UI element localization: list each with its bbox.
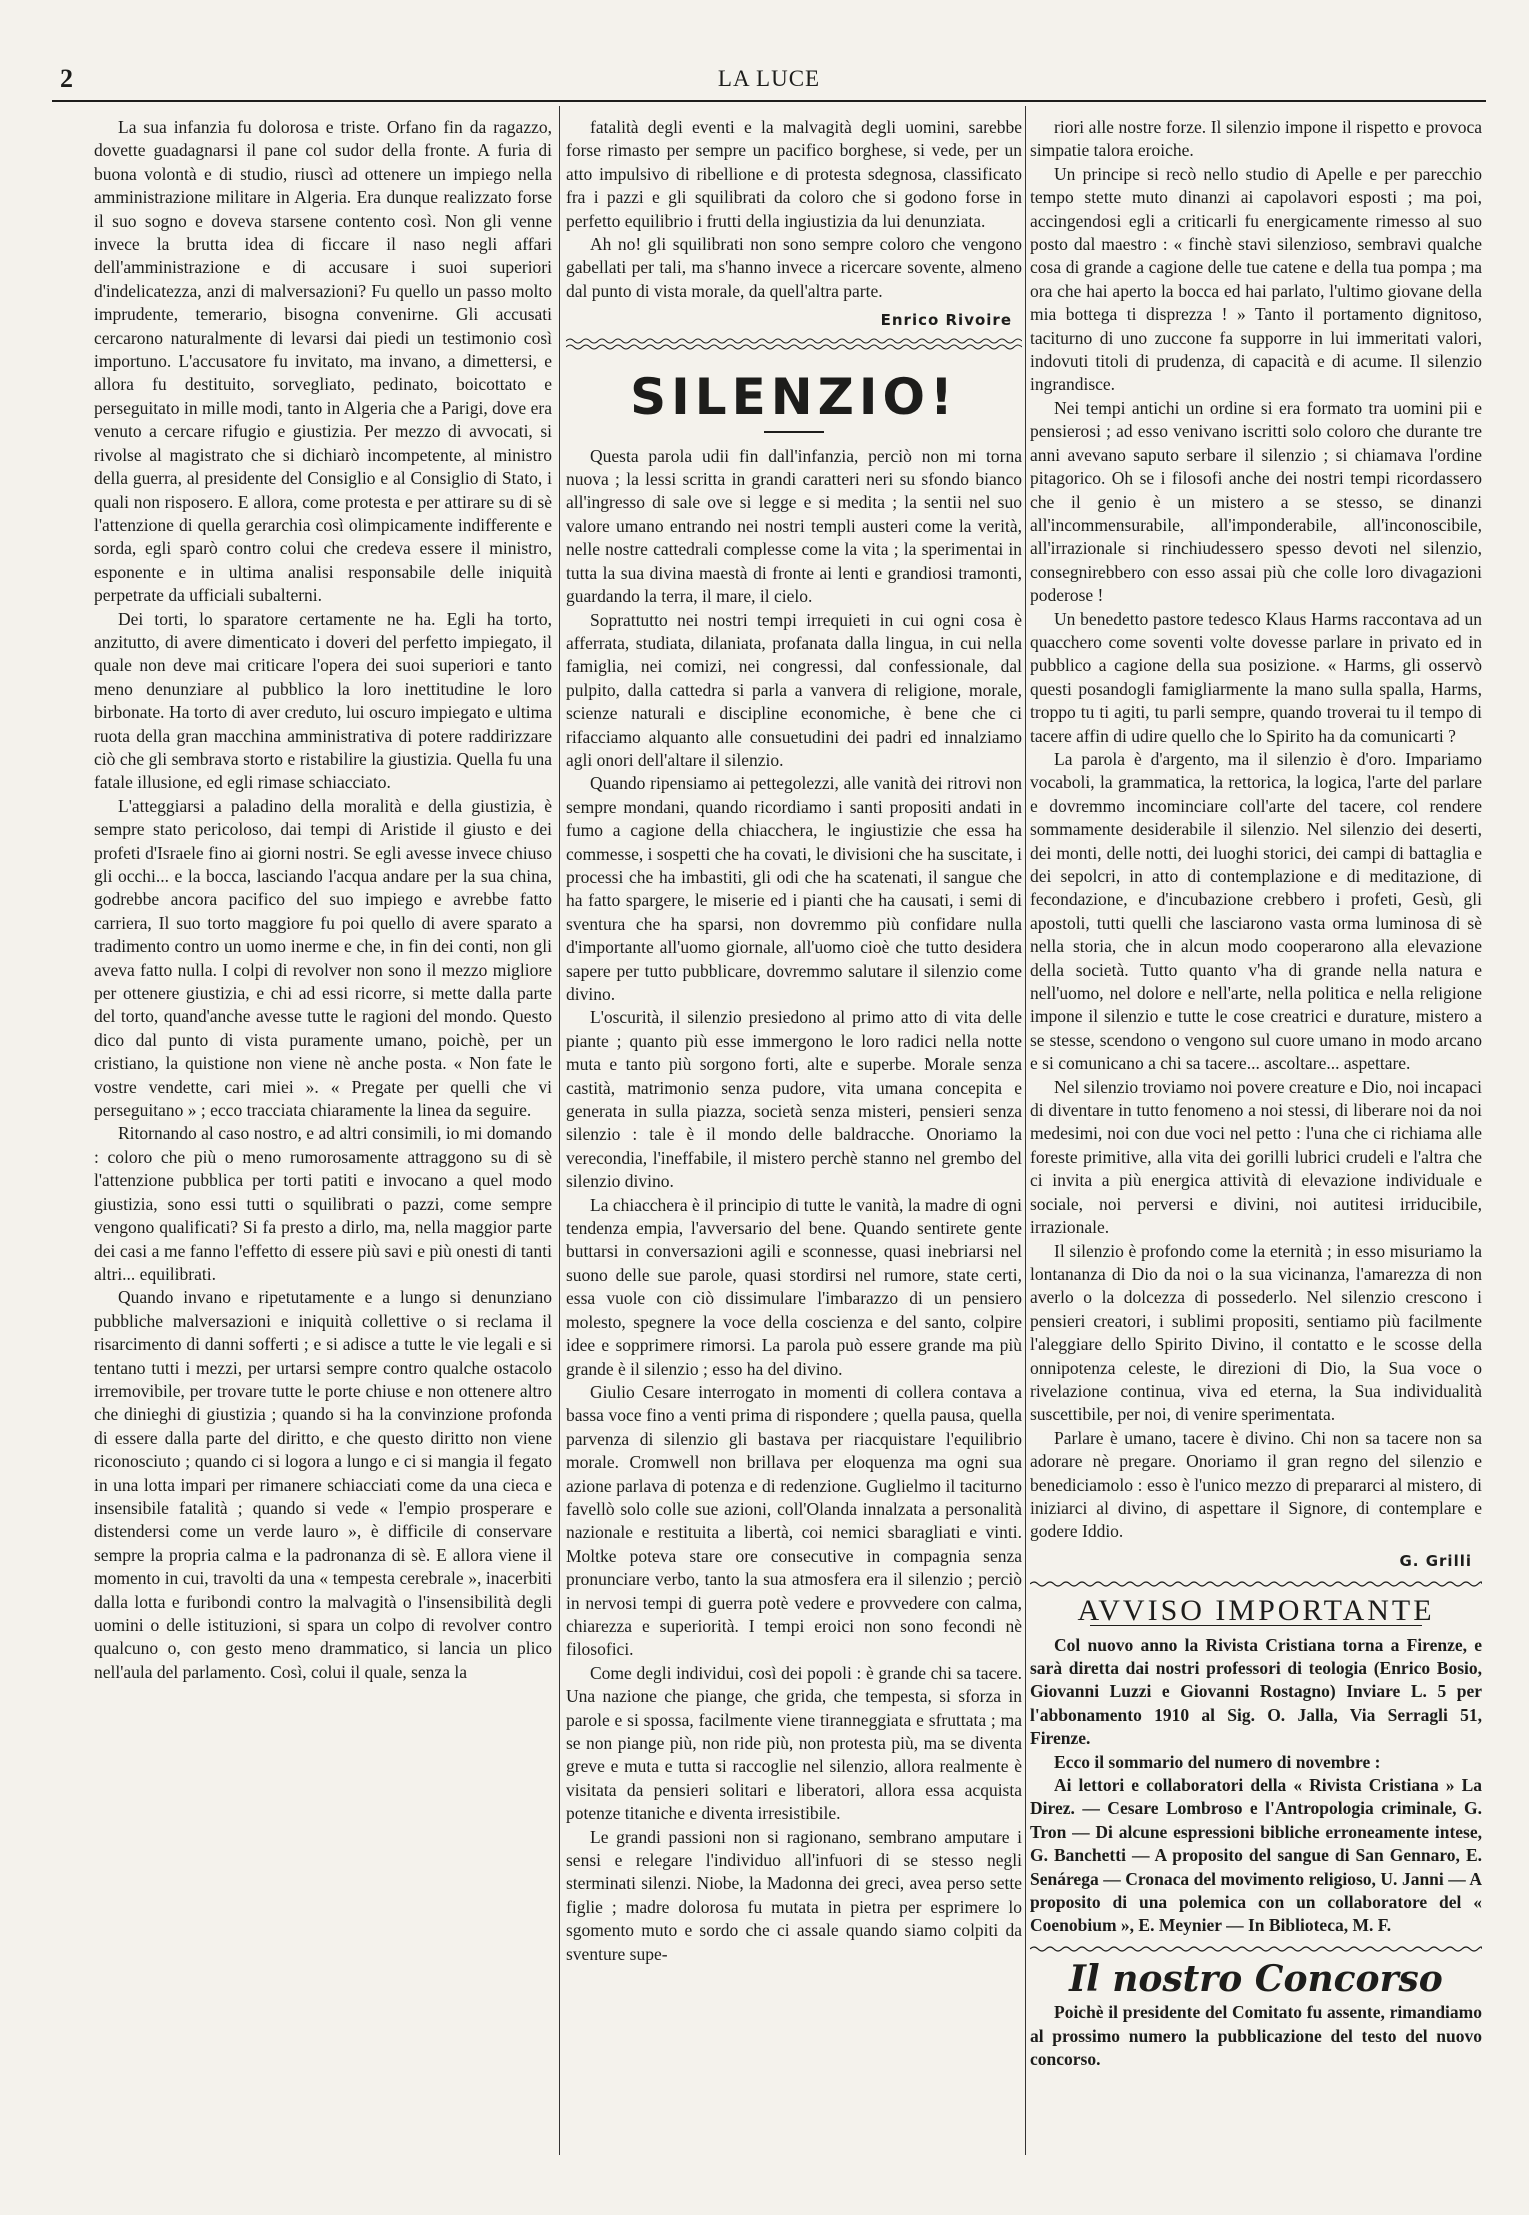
paragraph: Ah no! gli squilibrati non sono sempre coloro che vengono gabellati per tali, ma s'hanno invece a ricercare sovente, almeno dal punto di vista morale, da quell'altra parte. <box>566 234 1022 301</box>
paragraph: Dei torti, lo sparatore certamente ne ha. Egli ha torto, anzitutto, di avere dimenticato i doveri del perfetto impiegato, il quale non deve mai criticare l'opera dei suoi superiori e tanto meno denunziare al pubblico la loro inettitudine le loro birbonate. Ha torto di aver creduto, lui oscuro impiegato e ultima ruota della gran macchina amministrativa di potere raddirizzare ciò che gli sembrava storto e ristabilire la giustizia. Quella fu una fatale illusione, ed egli rimase schiacciato. <box>94 608 552 793</box>
column-3 <box>1030 116 1482 2072</box>
paragraph: riori alle nostre forze. Il silenzio impone il rispetto e provoca simpatie talora eroiche. <box>1030 117 1482 161</box>
paragraph: Nel silenzio troviamo noi povere creature e Dio, noi incapaci di diventare in tutto fenomeno a noi stessi, di liberare noi da noi medesimi, noi con due voci nel petto : l'una che ci richiama alle foreste primitive, alla vita dei gorilli lubrici crudeli e l'altra che ci invita a più energica attività di elevazione individuale e sociale, noi perversi e divini, noi autitesi irriducibile, irrazionale. <box>1030 1076 1482 1238</box>
contest-title: Il nostro Concorso <box>1069 1957 1443 2000</box>
author-signature: Enrico Rivoire <box>880 311 1012 330</box>
paragraph: Ecco il sommario del numero di novembre : <box>1054 1751 1381 1772</box>
paragraph: La parola è d'argento, ma il silenzio è d'oro. Impariamo vocaboli, la grammatica, la rettorica, la logica, l'arte del parlare e dovremmo incominciare coll'arte del tacere, col rendere sommamente desiderabile il silenzio. Nel silenzio dei deserti, dei monti, delle notti, dei luoghi storici, dei campi di battaglia e dei sepolcri, in atto di contemplazione e di meditazione, di fecondazione, e d'incubazione crebbero i profeti, Gesù, gli apostoli, tutti quelli che lasciarono vasta orma luminosa di sè nella storia, che in alcun modo cooperarono alla elevazione della società. Tutto quanto v'ha di grande nella natura e nell'uomo, nel dolore e nell'arte, nella politica e nella religione impone il silenzio e tutte le cose creatrici e durature, mistero a se stesse, scendono o vengono sul cuore umano in modo arcano e si comunicano a chi sa tacere... ascoltare... aspettare. <box>1030 748 1482 1074</box>
page-number: 2 <box>60 64 73 93</box>
header-rule <box>52 100 1486 102</box>
wavy-divider <box>1030 1942 1482 1956</box>
column-divider-1 <box>559 106 560 2155</box>
paragraph: Le grandi passioni non si ragionano, sembrano amputare i sensi e relegare l'individuo all'infuori di se stesso negli sterminati silenzi. Niobe, la Madonna dei greci, avea perso sette figlie ; madre dolorosa fu mutata in pietra per esprimere lo sgomento muto e sordo che ci assale quando siamo colpiti da sventure supe- <box>566 1826 1022 1964</box>
title-underline <box>764 431 824 433</box>
paragraph: Parlare è umano, tacere è divino. Chi non sa tacere non sa adorare nè pregare. Onoriamo il gran regno del silenzio e benediciamolo : esso è l'unico mezzo di prepararci al mistero, di iniziarci al divino, di aspettare il Signore, di contemplare e godere Iddio. <box>1030 1427 1482 1542</box>
paragraph: Il silenzio è profondo come la eternità ; in esso misuriamo la lontananza di Dio da noi o la sua vicinanza, l'amarezza di non averlo o la dolcezza di possederlo. Nel silenzio crescono i pensieri creatori, i sublimi propositi, sentiamo più facilmente l'aleggiare dello Spirito Divino, il contatto e le scosse della onnipotenza celeste, le direzioni di Dio, la Sua voce o rivelazione continua, viva ed eterna, la Sua individualità suscettibile, per noi, di venire sperimentata. <box>1030 1240 1482 1425</box>
paragraph: L'atteggiarsi a paladino della moralità e della giustizia, è sempre stato pericoloso, dai tempi di Aristide il giusto e dei profeti d'Israele fino ai giorni nostri. Se egli avesse invece chiuso gli occhi... e la bocca, lasciando l'acqua andare per la sua china, godrebbe ancora pacifico del suo impiego e avrebbe fatto carriera, Il suo torto maggiore fu poi quello di avere sparato a tradimento contro un uomo inerme e che, in fin dei conti, non gli aveva fatto nulla. I colpi di revolver non sono il mezzo migliore per ottenere giustizia, e chi ad essi ricorre, si mette dalla parte del torto, quand'anche avesse tutte le ragioni del mondo. Questo dico dal punto di vista puramente umano, poichè, per un cristiano, la quistione non viene nè anche posta. « Non fate le vostre vendette, cari miei ». « Pregate per quelli che vi perseguitano » ; ecco tracciata chiaramente la linea da seguire. <box>94 795 552 1121</box>
paragraph: Quando invano e ripetutamente e a lungo si denunziano pubbliche malversazioni e iniquità collettive o si reclama il risarcimento di danni sofferti ; e si adisce a tutte le vie legali e si tentano tutti i mezzi, per urtarsi sempre contro qualche ostacolo irremovibile, per trovare tutte le porte chiuse e non ottenere altro che dinieghi di giustizia ; quando si ha la convinzione profonda di essere dalla parte del diritto, e che questo diritto non viene riconosciuto ; quando ci si logora a lungo e ci si mangia il fegato in una lotta impari per rimanere schiacciati come da una cieca e insensibile fatalità ; quando si vede « l'empio prosperare e distendersi come un verde lauro », è difficile di conservare sempre la propria calma e la padronanza di sè. E allora viene il momento in cui, travolti da una « tempesta cerebrale », inacerbiti dalla lotta e furibondi contro la malvagità o l'insensibilità degli uomini o delle istituzioni, si spara un colpo di revolver contro qualcuno o, con gesto meno drammatico, si lancia un plico nell'aula del parlamento. Così, colui il quale, senza la <box>94 1287 552 1682</box>
paragraph: L'oscurità, il silenzio presiedono al primo atto di vita delle piante ; quanto più esse immergono le loro radici nella notte muta e tanto più sorgono forti, alte e superbe. Morale senza castità, matrimonio senza pudore, vita umana concepita e generata in sulla piazza, società senza misteri, pensieri senza silenzio : tale è il mondo delle baldracche. Onoriamo la verecondia, l'ineffabile, il mistero perchè stanno nel grembo del silenzio divino. <box>566 1007 1022 1192</box>
paragraph: Nei tempi antichi un ordine si era formato tra uomini pii e pensierosi ; ad esso venivano iscritti solo coloro che durante tre anni avevano saputo serbare il silenzio ; si chiamava l'ordine pitagorico. Oh se i filosofi anche dei nostri tempi ricordassero che il genio è un mistero a se stesso, se dinanzi all'incommensurabile, all'imponderabile, all'inconoscibile, all'irrazionale si rinchiudessero spesso devoti nel silenzio, consegnirebbero con esso assai più che colle loro divagazioni poderose ! <box>1030 397 1482 606</box>
paragraph: Quando ripensiamo ai pettegolezzi, alle vanità dei ritrovi non sempre mondani, quando ricordiamo i santi propositi andati in fumo a cagione della chiacchera, le ingiustizie che essa ha commesse, i sospetti che ha covati, le divisioni che ha suscitate, i processi che ha imbastiti, gli odi che ha scatenati, il sangue che ha fatto spargere, le miserie ed i pianti che ha causati, i semi di sventura che ha sparsi, non dovremmo più confidare nulla d'importante all'uomo giornale, all'uomo cioè che tutto desidera sapere per tutto pubblicare, dovremmo salutare il silenzio come divino. <box>566 773 1022 1004</box>
author-signature: G. Grilli <box>1399 1551 1472 1570</box>
paragraph: La chiacchera è il principio di tutte le vanità, la madre di ogni tendenza empia, l'avversario del bene. Quando sentirete gente buttarsi in conversazioni agili e sconnesse, quasi inebriarsi nel suono delle sue parole, quasi stordirsi nel rumore, state certi, essa vuole con ciò dissimulare l'imbarazzo di un pensiero molesto, spegnere la voce della coscienza e del santo, colpire idee e sopprimere rimorsi. La parola può essere grande ma più grande è il silenzio ; esso ha del divino. <box>566 1194 1022 1379</box>
contest-box <box>1030 1957 1482 2072</box>
article-title: SILENZIO! <box>630 367 958 426</box>
paragraph: Poichè il presidente del Comitato fu assente, rimandiamo al prossimo numero la pubblicazione del testo del nuovo concorso. <box>1030 2002 1482 2070</box>
running-title: LA LUCE <box>717 66 821 91</box>
paragraph: Giulio Cesare interrogato in momenti di collera contava a bassa voce fino a venti prima di rispondere ; quella pausa, quella parvenza di silenzio gli bastava per riacquistare l'equilibrio morale. Cromwell non brillava per eloquenza ma ogni sua azione parlava di potenza e di redenzione. Guglielmo il taciturno favellò solo colle sue azioni, coll'Olanda innalzata a personalità nazionale e restituita a libertà, coi nemici sbaragliati e vinti. Moltke poteva stare ore consecutive in compagnia senza pronunciare verbo, tanto la sua atmosfera era il silenzio ; perciò in nervosi tempi di guerra potè vedere e provvedere con calma, chiarezza e superiorità. I tempi eroici non sono fecondi nè filosofici. <box>566 1381 1022 1660</box>
paragraph: Col nuovo anno la Rivista Cristiana torna a Firenze, e sarà diretta dai nostri professori di teologia (Enrico Bosio, Giovanni Luzzi e Giovanni Rostagno) Inviare L. 5 per l'abbonamento 1910 al Sig. O. Jalla, Via Serragli 51, Firenze. <box>1030 1634 1482 1749</box>
notice-box <box>1030 1594 1482 1938</box>
paragraph: fatalità degli eventi e la malvagità degli uomini, sarebbe forse rimasto per sempre un pacifico borghese, si vede, per un atto impulsivo di ribellione e di protesta sdegnosa, classificato fra i pazzi e gli squilibrati da coloro che si godono forse in perfetto equilibrio i frutti della ingiustizia da lui denunziata. <box>566 117 1022 231</box>
paragraph: Un benedetto pastore tedesco Klaus Harms raccontava ad un quacchero come soventi volte dovesse parlare in privato ed in pubblico a cagione della sua posizione. « Harms, gli osservò questi posandogli famigliarmente la mano sulla spalla, Harms, troppo tu ti agiti, tu parli sempre, quando troverai tu il tempo di tacere affin di udire quello che lo Spirito ha da comunicarti ? <box>1030 608 1482 746</box>
wavy-divider <box>566 337 1022 351</box>
column-divider-2 <box>1025 106 1026 2155</box>
paragraph: Come degli individui, così dei popoli : è grande chi sa tacere. Una nazione che piange, che grida, che tempesta, si sforza in parole e si spossa, facilmente viene tiranneggiata e sfruttata ; ma se non piange più, non ride più, non protesta più, ma se diventa greve e muta e tutta si raccoglie nel silenzio, allora realmente è visitata da pensieri solitari e liberatori, allora essa acquista potenze titaniche e diventa irresistibile. <box>566 1662 1022 1824</box>
notice-title: AVVISO IMPORTANTE <box>1077 1594 1435 1628</box>
column-1 <box>94 116 552 1684</box>
paragraph: Un principe si recò nello studio di Apelle e per parecchio tempo stette muto dinanzi ai capolavori esposti ; ma poi, accingendosi egli a criticarli fu energicamente rimesso al suo posto dal maestro : « finchè stavi silenzioso, sembravi qualche cosa di grande a cagione delle tue catene e della tua pompa ; ma ora che hai aperto la bocca ed hai parlato, l'ultimo giovane della mia bottega ti disprezza ! » Tanto il portamento dignitoso, taciturno di uno zuccone fa supporre in lui immeritati valori, indovuti titoli di prudenza, di capacità e di acume. Il silenzio ingrandisce. <box>1030 163 1482 395</box>
paragraph: Ritornando al caso nostro, e ad altri consimili, io mi domando : coloro che più o meno rumorosamente attraggono su di sè l'attenzione pubblica per torti patiti e invocano a quel modo giustizia, sono essi tutti o squilibrati o pazzi, come sempre vengono qualificati? Si fa presto a dirlo, ma, nella maggior parte dei casi a me fanno l'effetto di essere più savi e più onesti di tanti altri... equilibrati. <box>94 1123 552 1284</box>
page-header <box>52 60 1486 96</box>
column-2 <box>566 116 1022 1966</box>
paragraph: Ai lettori e collaboratori della « Rivista Cristiana » La Direz. — Cesare Lombroso e l'Antropologia criminale, G. Tron — Di alcune espressioni bibliche erroneamente intese, G. Banchetti — A proposito del sangue di San Gennaro, E. Senárega — Cronaca del movimento religioso, U. Janni — A proposito di una polemica con un collaboratore del « Coenobium », E. Meynier — In Biblioteca, M. F. <box>1030 1775 1482 1936</box>
paragraph: La sua infanzia fu dolorosa e triste. Orfano fin da ragazzo, dovette guadagnarsi il pane col sudor della fronte. A furia di buona volontà e di studio, riuscì ad ottenere un impiego nella amministrazione militare in Algeria. Era dunque realizzato forse il suo sogno e doveva starsene contento così. Non gli venne invece la brutta idea di ficcare il naso negli affari dell'amministrazione e di accusare i suoi superiori d'indelicatezza, anzi di malversazioni? Fu quello un passo molto imprudente, temerario, bisogna convenirne. Gli accusati cercarono naturalmente di levarsi dai piedi un testimonio così importuno. L'accusatore fu invitato, ma invano, a dimettersi, e allora fu destituito, sorvegliato, pedinato, boicottato e perseguitato in mille modi, tanto in Algeria che a Parigi, dove era venuto a cercare rifugio e giustizia. Per mezzo di avvocati, si rivolse al magistrato che si dichiarò incompetente, al ministro della guerra, al presidente del Consiglio e al Consiglio di Stato, i quali non risposero. E allora, come protesta e per attirare su di sè l'attenzione di quella gerarchia così olimpicamente indifferente e sorda, egli sparò contro colui che credeva essere il ministro, esponente e in ultima analisi responsabile delle iniquità perpetrate da ufficiali subalterni. <box>94 117 552 606</box>
paragraph: Questa parola udii fin dall'infanzia, perciò non mi torna nuova ; la lessi scritta in grandi caratteri neri su sfondo bianco all'ingresso di sale ove si legge e si medita ; la sentii nel suo valore umano entrando nei nostri templi austeri come la verità, nelle nostre cattedrali complesse come la vita ; la sperimentai in tutta la sua divina maestà di fronte ai lenti e grandiosi tramonti, guardando la terra, il mare, il cielo. <box>566 445 1022 607</box>
paragraph: Soprattutto nei nostri tempi irrequieti in cui ogni cosa è afferrata, studiata, dilaniata, profanata dalla lingua, in cui nella famiglia, nei comizi, nei congressi, dal confessionale, dal pulpito, dalla cattedra si parla a vanvera di religione, morale, scienze naturali e discipline economiche, è bene che ci rifacciamo alquanto alle consuetudini dei padri ed innalziamo agli onori dell'altare il silenzio. <box>566 609 1022 770</box>
wavy-divider <box>1030 1577 1482 1591</box>
